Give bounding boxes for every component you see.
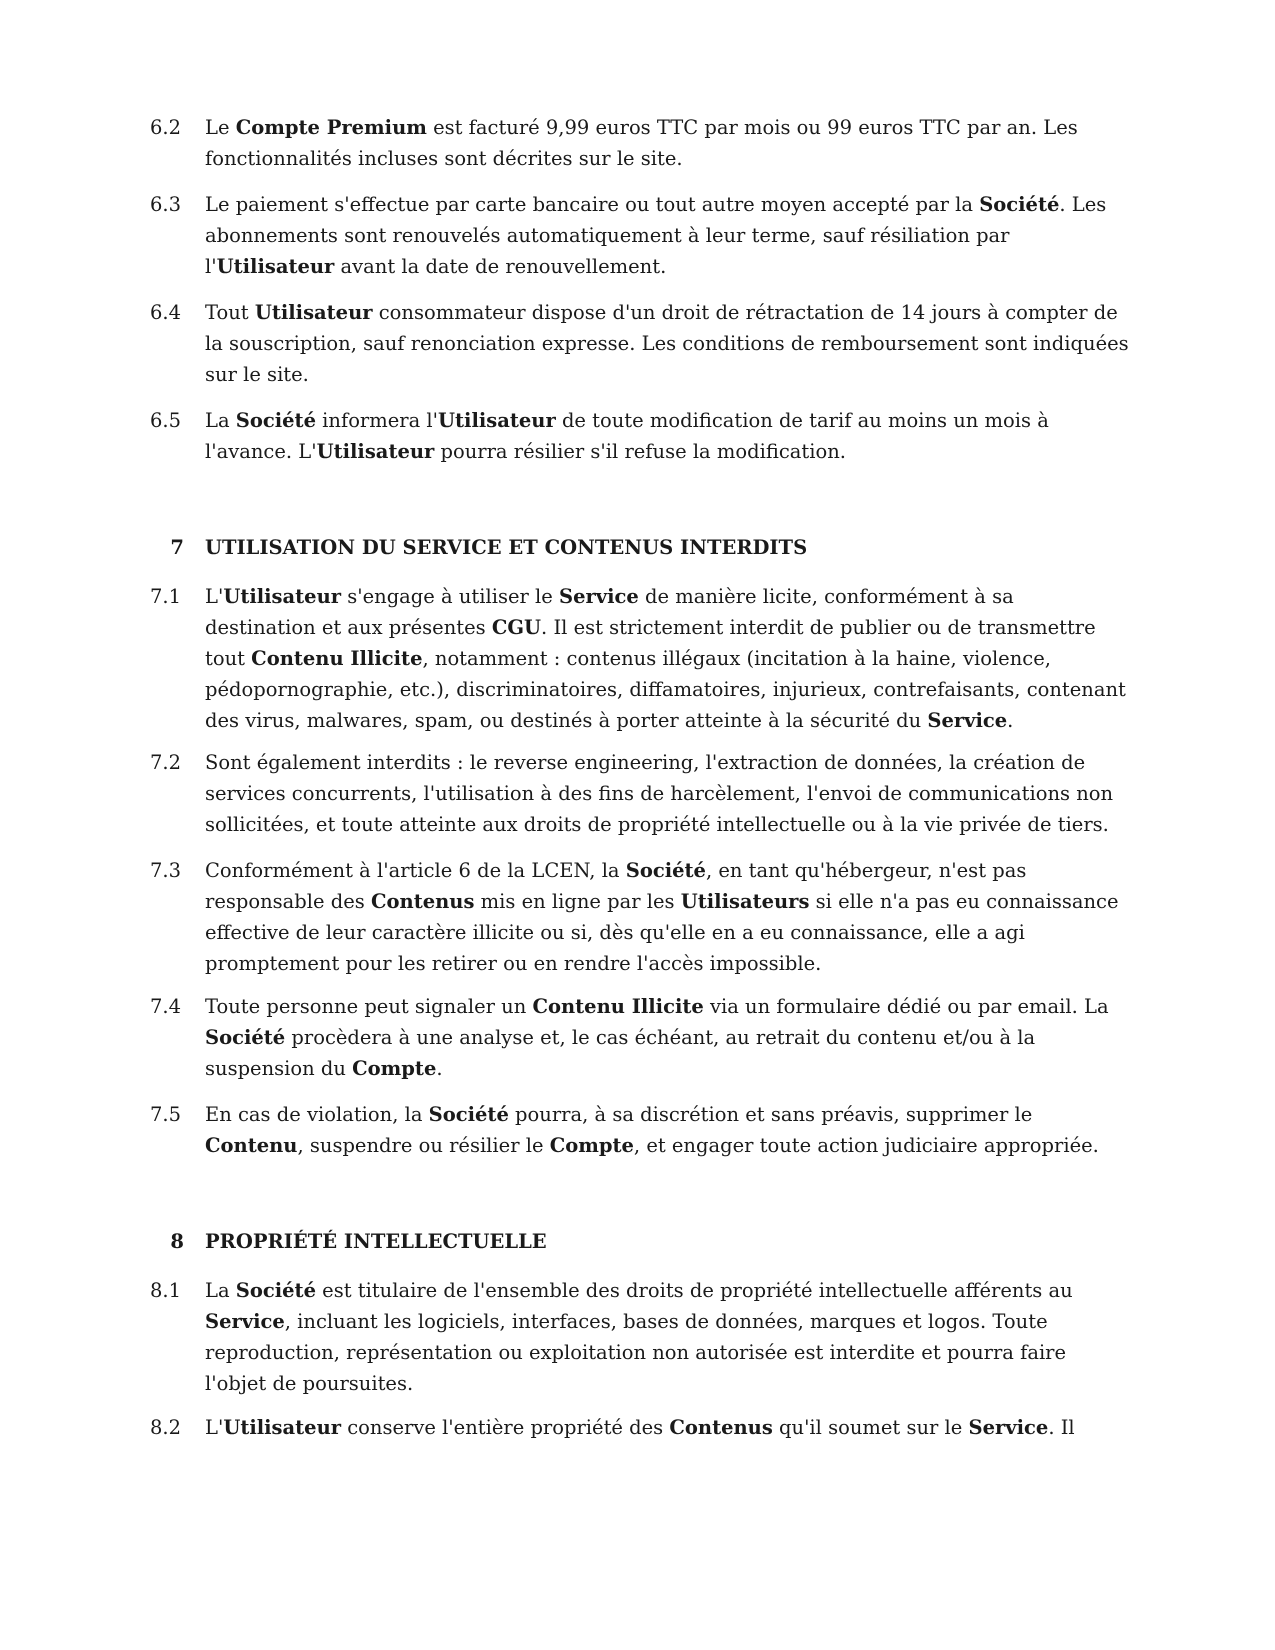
- text-run: . Il: [1048, 1416, 1075, 1439]
- text-run: de toute modification de tarif au moins un mois à l'avance. L': [205, 409, 1049, 463]
- clause-number: 7.1: [150, 585, 182, 608]
- defined-term: Utilisateur: [223, 585, 342, 608]
- text-run: consommateur dispose d'un droit de rétractation de 14 jours à compter de la souscription, sauf renonciation expresse. Les conditions de remboursement sont indiquées sur le site.: [205, 301, 1129, 386]
- defined-term: Utilisateur: [316, 440, 435, 463]
- text-run: .: [1007, 709, 1014, 732]
- defined-term: Utilisateur: [438, 409, 556, 432]
- clause-text: [205, 297, 1130, 390]
- text-run: Tout: [205, 301, 255, 324]
- section-number: 7: [170, 536, 184, 559]
- defined-term: Utilisateur: [223, 1416, 342, 1439]
- clause-text: [205, 189, 1130, 282]
- defined-term: Compte: [352, 1057, 437, 1080]
- defined-term: Compte Premium: [235, 116, 427, 139]
- text-run: , suspendre ou résilier le: [297, 1134, 550, 1157]
- defined-term: Utilisateurs: [680, 890, 810, 913]
- clause-number: 6.5: [150, 409, 182, 432]
- text-run: La: [205, 409, 236, 432]
- clause-8-1: [150, 1275, 1130, 1399]
- clause-number: 7.5: [150, 1103, 182, 1126]
- text-run: La: [205, 1279, 236, 1302]
- defined-term: Société: [235, 1279, 316, 1302]
- text-run: est facturé 9,99 euros TTC par mois ou 99 euros TTC par an. Les fonctionnalités incluses sont décrites sur le site.: [205, 116, 1078, 170]
- text-run: , incluant les logiciels, interfaces, bases de données, marques et logos. Toute reproduction, représentation ou exploitation non autorisée est interdite et pourra faire l'objet de poursuites.: [205, 1310, 1067, 1395]
- defined-term: Service: [205, 1310, 285, 1333]
- text-run: pourra résilier s'il refuse la modification.: [434, 440, 846, 463]
- text-run: .: [436, 1057, 443, 1080]
- text-run: s'engage à utiliser le: [341, 585, 559, 608]
- defined-term: Service: [559, 585, 639, 608]
- clause-number: 6.3: [150, 193, 182, 216]
- clause-7-4: [150, 991, 1130, 1084]
- clause-text: [205, 581, 1130, 736]
- clause-text: [205, 405, 1130, 467]
- text-run: conserve l'entière propriété des: [341, 1416, 670, 1439]
- clause-text: [205, 1099, 1130, 1161]
- text-run: . Les abonnements sont renouvelés automatiquement à leur terme, sauf résiliation par l': [205, 193, 1107, 278]
- clause-7-2: [150, 747, 1130, 840]
- clause-text: [205, 747, 1130, 840]
- defined-term: CGU: [491, 616, 542, 639]
- text-run: si elle n'a pas eu connaissance effective de leur caractère illicite ou si, dès qu'elle en a eu connaissance, elle a agi promptement pour les retirer ou en rendre l'accès impossible.: [205, 890, 1119, 975]
- clause-7-3: [150, 855, 1130, 979]
- clause-6-5: [150, 405, 1130, 467]
- text-run: Sont également interdits : le reverse engineering, l'extraction de données, la création de services concurrents, l'utilisation à des fins de harcèlement, l'envoi de communications non sollicitées, et toute atteinte aux droits de propriété intellectuelle ou à la vie privée de tiers.: [205, 751, 1114, 836]
- defined-term: Contenus: [669, 1416, 773, 1439]
- text-run: Conformément à l'article 6 de la LCEN, la: [205, 859, 626, 882]
- defined-term: Compte: [549, 1134, 634, 1157]
- text-run: de manière licite, conformément à sa destination et aux présentes: [205, 585, 1014, 639]
- clause-7-5: [150, 1099, 1130, 1161]
- clause-text: [205, 1275, 1130, 1399]
- text-run: Le paiement s'effectue par carte bancaire ou tout autre moyen accepté par la: [205, 193, 980, 216]
- text-run: procèdera à une analyse et, le cas échéant, au retrait du contenu et/ou à la suspension du: [205, 1026, 1036, 1080]
- clause-number: 6.2: [150, 116, 182, 139]
- defined-term: Contenus: [370, 890, 475, 913]
- text-run: , en tant qu'hébergeur, n'est pas responsable des: [205, 859, 1027, 913]
- section-heading-8: [150, 1226, 1130, 1257]
- clause-6-4: [150, 297, 1130, 390]
- text-run: est titulaire de l'ensemble des droits de propriété intellectuelle afférents au: [315, 1279, 1073, 1302]
- section-heading-7: [150, 532, 1130, 563]
- clause-7-1: [150, 581, 1130, 736]
- section-title: PROPRIÉTÉ INTELLECTUELLE: [205, 1230, 547, 1253]
- defined-term: Utilisateur: [254, 301, 373, 324]
- defined-term: Service: [968, 1416, 1049, 1439]
- text-run: L': [205, 585, 224, 608]
- clause-text: [205, 855, 1130, 979]
- defined-term: Société: [428, 1103, 509, 1126]
- defined-term: Utilisateur: [216, 255, 335, 278]
- text-run: mis en ligne par les: [474, 890, 681, 913]
- text-run: , et engager toute action judiciaire appropriée.: [633, 1134, 1099, 1157]
- text-run: avant la date de renouvellement.: [334, 255, 667, 278]
- clause-number: 7.4: [150, 995, 182, 1018]
- defined-term: Société: [979, 193, 1060, 216]
- text-run: Le: [205, 116, 236, 139]
- text-run: Toute personne peut signaler un: [205, 995, 533, 1018]
- clause-text: [205, 112, 1130, 174]
- defined-term: Contenu Illicite: [251, 647, 423, 670]
- section-title: UTILISATION DU SERVICE ET CONTENUS INTERDITS: [205, 536, 808, 559]
- defined-term: Société: [205, 1026, 286, 1049]
- text-run: . Il est strictement interdit de publier ou de transmettre tout: [205, 616, 1096, 670]
- clause-number: 8.2: [150, 1416, 182, 1439]
- clause-number: 8.1: [150, 1279, 182, 1302]
- text-run: informera l': [315, 409, 439, 432]
- defined-term: Société: [625, 859, 706, 882]
- defined-term: Société: [235, 409, 316, 432]
- clause-text: [205, 1412, 1130, 1443]
- clause-number: 7.2: [150, 751, 182, 774]
- clause-text: [205, 991, 1130, 1084]
- text-run: En cas de violation, la: [205, 1103, 429, 1126]
- text-run: L': [205, 1416, 224, 1439]
- text-run: , notamment : contenus illégaux (incitation à la haine, violence, pédopornographie, etc.), discriminatoires, diffamatoires, injurieux, contrefaisants, contenant des virus, malwares, spam, ou destinés à porter atteinte à la sécurité du: [205, 647, 1126, 732]
- defined-term: Contenu: [205, 1134, 298, 1157]
- defined-term: Contenu Illicite: [532, 995, 704, 1018]
- clause-number: 7.3: [150, 859, 182, 882]
- text-run: via un formulaire dédié ou par email. La: [703, 995, 1109, 1018]
- defined-term: Service: [927, 709, 1008, 732]
- text-run: qu'il soumet sur le: [772, 1416, 969, 1439]
- text-run: pourra, à sa discrétion et sans préavis, supprimer le: [508, 1103, 1033, 1126]
- clause-6-2: [150, 112, 1130, 174]
- section-number: 8: [170, 1230, 184, 1253]
- clause-6-3: [150, 189, 1130, 282]
- clause-8-2: [150, 1412, 1130, 1443]
- clause-number: 6.4: [150, 301, 182, 324]
